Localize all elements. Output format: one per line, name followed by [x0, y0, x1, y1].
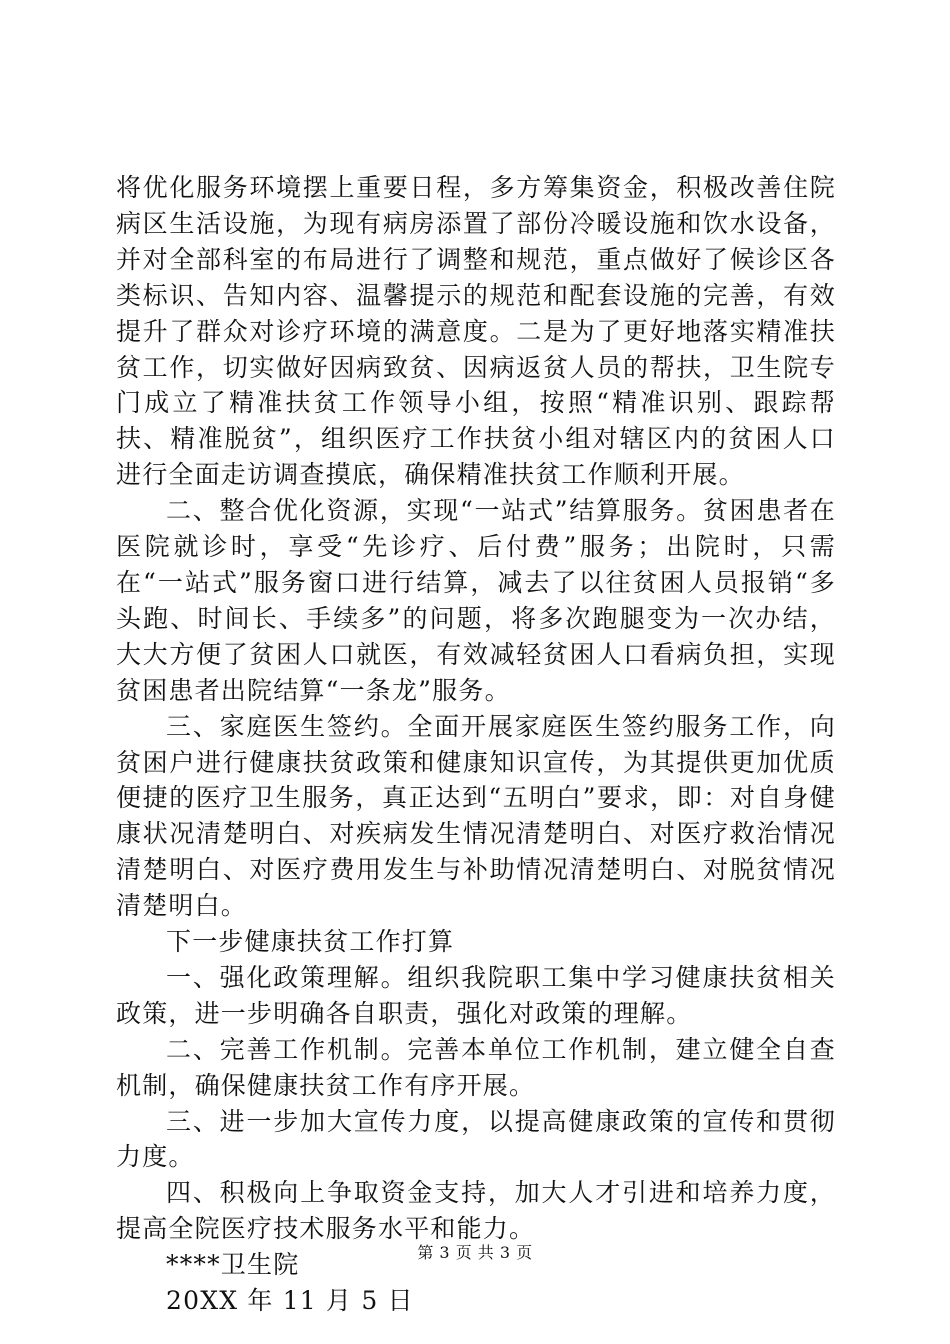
- paragraph-family-doctor: 三、家庭医生签约。全面开展家庭医生签约服务工作，向贫困户进行健康扶贫政策和健康知识宣传，为其提供更加优质便捷的医疗卫生服务，真正达到“五明白”要求，即：对自身健康状况清楚明白、对疾病发生情况清楚明白、对医疗救治情况清楚明白、对医疗费用发生与补助情况清楚明白、对脱贫情况清楚明白。: [116, 711, 836, 921]
- paragraph-plan-two: 二、完善工作机制。完善本单位工作机制，建立健全自查机制，确保健康扶贫工作有序开展。: [116, 1034, 836, 1100]
- paragraph-plan-four: 四、积极向上争取资金支持，加大人才引进和培养力度，提高全院医疗技术服务水平和能力。: [116, 1178, 836, 1244]
- paragraph-continuation: 将优化服务环境摆上重要日程，多方筹集资金，积极改善住院病区生活设施，为现有病房添置了部份冷暖设施和饮水设备，并对全部科室的布局进行了调整和规范，重点做好了候诊区各类标识、告知内容、温馨提示的规范和配套设施的完善，有效提升了群众对诊疗环境的满意度。二是为了更好地落实精准扶贫工作，切实做好因病致贫、因病返贫人员的帮扶，卫生院专门成立了精准扶贫工作领导小组，按照“精准识别、跟踪帮扶、精准脱贫”，组织医疗工作扶贫小组对辖区内的贫困人口进行全面走访调查摸底，确保精准扶贫工作顺利开展。: [116, 173, 836, 490]
- signature-date: 20XX 年 11 月 5 日: [166, 1286, 414, 1316]
- document-body: [116, 170, 836, 1319]
- section-heading-next-steps: 下一步健康扶贫工作打算: [166, 927, 455, 957]
- paragraph-plan-one: 一、强化政策理解。组织我院职工集中学习健康扶贫相关政策，进一步明确各自职责，强化对政策的理解。: [116, 962, 836, 1028]
- paragraph-one-stop-settlement: 二、整合优化资源，实现“一站式”结算服务。贫困患者在医院就诊时，享受“先诊疗、后付费”服务；出院时，只需在“一站式”服务窗口进行结算，减去了以往贫困人员报销“多头跑、时间长、手续多”的问题，将多次跑腿变为一次办结，大大方便了贫困人口就医，有效减轻贫困人口看病负担，实现贫困患者出院结算“一条龙”服务。: [116, 496, 836, 705]
- signature-organization: ****卫生院: [166, 1250, 300, 1280]
- paragraph-plan-three: 三、进一步加大宣传力度，以提高健康政策的宣传和贯彻力度。: [116, 1106, 836, 1172]
- page-number-footer: 第 3 页 共 3 页: [417, 1243, 533, 1262]
